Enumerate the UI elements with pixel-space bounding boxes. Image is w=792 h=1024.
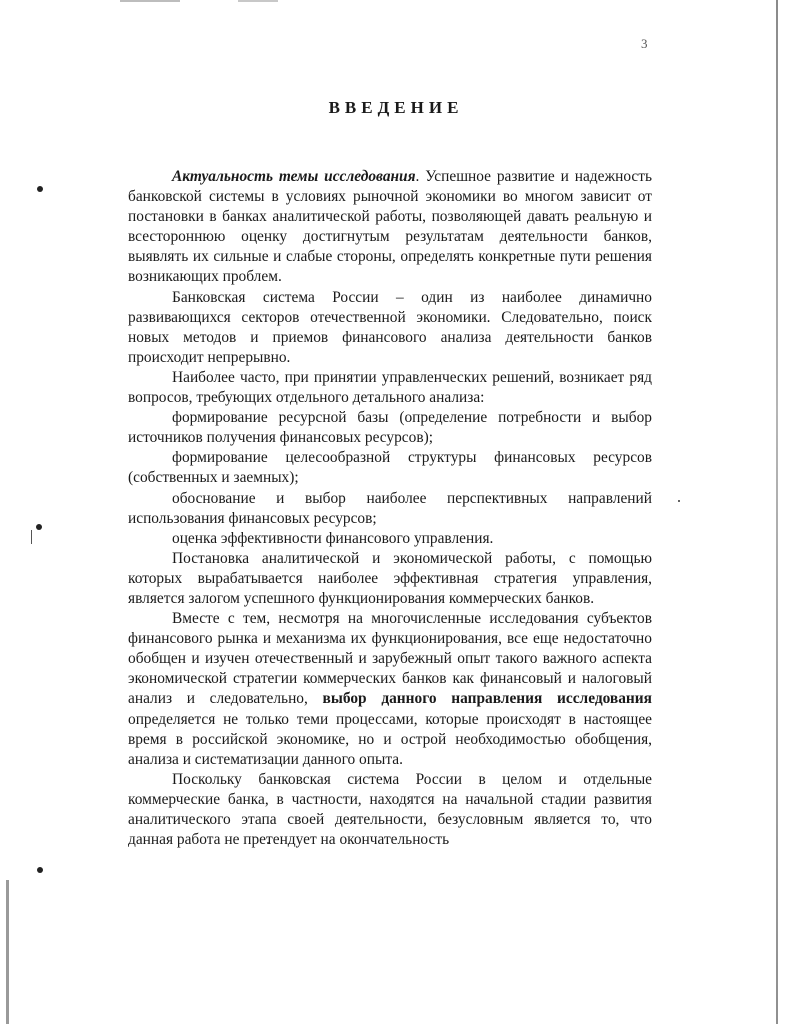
paragraph: [128, 167, 652, 288]
paragraph: Поскольку банковская система России в целом и отдельные коммерческие банка, в частности, находятся на начальной стадии развития аналитического этапа своей деятельности, безусловным является то, что данная работа не претендует на окончательность: [128, 770, 652, 849]
paragraph-text: . Успешное развитие и надежность банковской системы в условиях рыночной экономики во многом зависит от постановки в банках аналитической работы, позволяющей давать реальную и всестороннюю оценку достигнутым результатам деятельности банков, выявлять их сильные и слабые стороны, определять конкретные пути решения возникающих проблем.: [128, 168, 652, 286]
paragraph: [128, 609, 652, 770]
lead-phrase: Актуальность темы исследования: [172, 168, 416, 185]
paragraph: Постановка аналитической и экономической работы, с помощью которых вырабатывается наиболее эффективная стратегия управления, является залогом успешного функционирования коммерческих банков.: [128, 549, 652, 607]
paragraph-text: Вместе с тем, несмотря на многочисленные исследования субъектов финансового рынка и механизма их функционирования, все еще недостаточно обобщен и изучен отечественный и зарубежный опыт такого важного аспекта экономической стратегии коммерческих банков как финансовый и налоговый анализ и следовательно,: [128, 610, 652, 708]
paragraph: Наиболее часто, при принятии управленческих решений, возникает ряд вопросов, требующих отдельного детального анализа:: [128, 368, 652, 407]
scan-mark-top: [238, 0, 278, 2]
page-title: ВВЕДЕНИЕ: [328, 98, 464, 117]
list-item: обоснование и выбор наиболее перспективных направлений использования финансовых ресурсов;: [128, 489, 652, 527]
scan-tick: [31, 530, 32, 544]
punch-mark: [37, 186, 43, 192]
scan-edge-top: [120, 0, 180, 2]
bold-phrase: выбор данного направления исследования: [322, 690, 652, 708]
paragraph-text: определяется не только теми процессами, которые происходят в настоящее время в российской экономике, но и острой необходимостью обобщения, анализа и систематизации данного опыта.: [128, 710, 652, 768]
paragraph: Банковская система России – один из наиболее динамично развивающихся секторов отечественной экономики. Следовательно, поиск новых методов и приемов финансового анализа деятельности банков происходит непрерывно.: [128, 288, 652, 366]
scan-speck: [678, 500, 680, 502]
punch-mark: [37, 867, 43, 873]
body-text: [128, 167, 652, 850]
list-item: оценка эффективности финансового управления.: [172, 529, 494, 547]
list-item: формирование ресурсной базы (определение потребности и выбор источников получения финансовых ресурсов);: [128, 409, 652, 447]
page-number: 3: [641, 36, 648, 51]
scan-edge-left: [6, 880, 9, 1024]
punch-mark: [36, 524, 42, 530]
scan-edge-right: [776, 0, 778, 1024]
list-item: формирование целесообразной структуры финансовых ресурсов (собственных и заемных);: [128, 449, 652, 487]
